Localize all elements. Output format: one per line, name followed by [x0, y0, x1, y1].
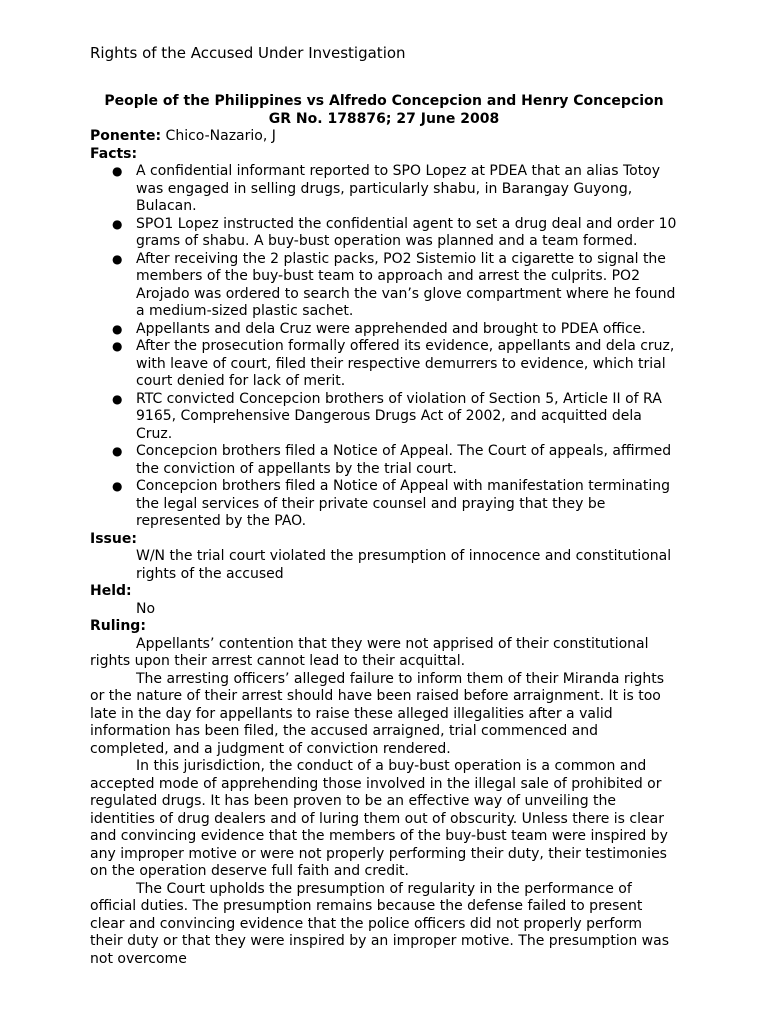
fact-text: RTC convicted Concepcion brothers of violation of Section 5, Article II of RA 9165, Comprehensive Dangerous Drugs Act of 2002, and acquitted dela Cruz.	[136, 390, 662, 442]
list-item	[90, 216, 678, 251]
fact-text: A confidential informant reported to SPO Lopez at PDEA that an alias Totoy was engaged in selling drugs, particularly shabu, in Barangay Guyong, Bulacan.	[136, 163, 661, 214]
ruling-label: Ruling:	[90, 618, 146, 634]
list-item	[90, 391, 678, 444]
fact-text: After the prosecution formally offered its evidence, appellants and dela cruz, with leave of court, filed their respective demurrers to evidence, which trial court denied for lack of merit.	[136, 338, 675, 389]
ruling-paragraph: The Court upholds the presumption of regularity in the performance of official duties. The presumption remains because the defense failed to present clear and convincing evidence that the police officers did not properly perform their duty or that they were inspired by an improper motive. The presumption was not overcome	[90, 880, 669, 967]
bullet-icon: ●	[112, 444, 123, 458]
list-item	[90, 321, 678, 339]
case-gr-number: GR No. 178876; 27 June 2008	[268, 110, 500, 127]
ruling-paragraph: The arresting officers’ alleged failure to inform them of their Miranda rights or the nature of their arrest should have been raised before arraignment. It is too late in the day for appellants to raise these alleged illegalities after a valid information has been filed, the accused arraigned, trial commenced and completed, and a judgment of conviction rendered.	[90, 670, 665, 757]
ponente-label: Ponente:	[90, 128, 162, 144]
bullet-icon: ●	[112, 251, 123, 266]
list-item	[90, 478, 678, 531]
ruling-paragraph: Appellants’ contention that they were not apprised of their constitutional rights upon their arrest cannot lead to their acquittal.	[90, 635, 649, 669]
ruling-paragraph: In this jurisdiction, the conduct of a buy-bust operation is a common and accepted mode of apprehending those involved in the illegal sale of prohibited or regulated drugs. It has been proven to be an effective way of unveiling the identities of drug dealers and of luring them out of obscurity. Unless there is clear and convincing evidence that the members of the buy-bust team were inspired by any improper motive or were not properly performing their duty, their testimonies on the operation deserve full faith and credit.	[90, 758, 668, 879]
facts-label: Facts:	[90, 145, 138, 162]
issue-label: Issue:	[90, 530, 137, 547]
list-item	[90, 163, 678, 216]
list-item	[90, 443, 678, 478]
ponente-value: Chico-Nazario, J	[165, 128, 276, 144]
bullet-icon: ●	[112, 391, 123, 406]
list-item	[90, 251, 678, 321]
document-header: Rights of the Accused Under Investigation	[90, 44, 406, 62]
issue-text: W/N the trial court violated the presumption of innocence and constitutional rights of the accused	[136, 548, 672, 582]
fact-text: Appellants and dela Cruz were apprehended and brought to PDEA office.	[136, 320, 646, 337]
case-title: People of the Philippines vs Alfredo Concepcion and Henry Concepcion	[104, 93, 664, 109]
fact-text: Concepcion brothers filed a Notice of Appeal with manifestation terminating the legal services of their private counsel and praying that they be represented by the PAO.	[136, 478, 670, 529]
bullet-icon: ●	[112, 216, 123, 231]
case-digest	[90, 93, 678, 968]
held-text: No	[136, 600, 156, 617]
bullet-icon: ●	[112, 321, 123, 336]
fact-text: After receiving the 2 plastic packs, PO2 Sistemio lit a cigarette to signal the members of the buy-bust team to approach and arrest the culprits. PO2 Arojado was ordered to search the van’s glove compartment where he found a medium-sized plastic sachet.	[136, 250, 676, 319]
facts-list	[90, 163, 678, 531]
bullet-icon: ●	[112, 479, 123, 493]
bullet-icon: ●	[112, 339, 123, 353]
fact-text: SPO1 Lopez instructed the confidential agent to set a drug deal and order 10 grams of shabu. A buy-bust operation was planned and a team formed.	[136, 215, 677, 249]
ponente-row	[90, 128, 678, 146]
fact-text: Concepcion brothers filed a Notice of Appeal. The Court of appeals, affirmed the conviction of appellants by the trial court.	[136, 443, 672, 477]
held-label: Held:	[90, 583, 132, 599]
list-item	[90, 338, 678, 391]
bullet-icon: ●	[112, 164, 123, 178]
